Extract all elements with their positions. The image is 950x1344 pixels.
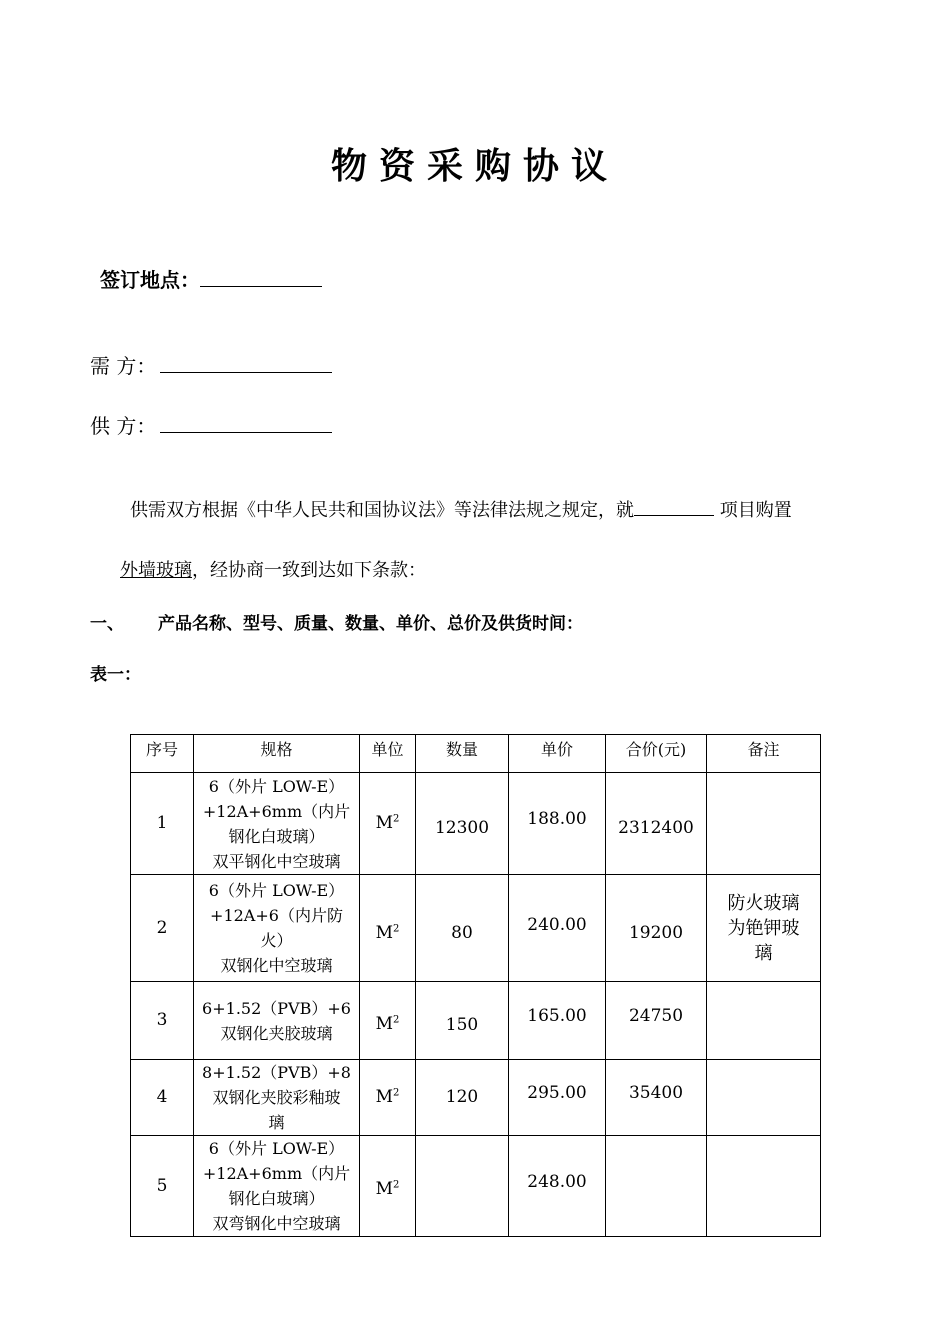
unit-text: M (375, 1087, 394, 1107)
cell-total (606, 1136, 707, 1237)
cell-note (707, 982, 821, 1060)
cell-unit (360, 773, 416, 875)
cell-price: 188.00 (509, 773, 606, 875)
cell-total: 19200 (606, 875, 707, 982)
table-header-row (131, 735, 821, 773)
cell-note (707, 773, 821, 875)
spec-line: 钢化白玻璃） (228, 1189, 325, 1208)
cell-unit (360, 875, 416, 982)
unit-text: M (375, 1014, 394, 1034)
table-row (131, 1060, 821, 1136)
table-label: 表一： (90, 665, 141, 685)
buyer-field (90, 350, 332, 379)
spec-line: 璃 (268, 1113, 285, 1132)
supplier-field (90, 410, 332, 439)
spec-line: 双钢化中空玻璃 (220, 956, 333, 975)
unit-text: M (375, 1178, 394, 1199)
cell-unit (360, 982, 416, 1060)
document-title: 物资采购协议 (330, 146, 619, 187)
cell-total: 35400 (606, 1060, 707, 1136)
header-qty: 数量 (416, 735, 509, 773)
sign-place-field (100, 264, 322, 293)
cell-qty: 150 (416, 982, 509, 1060)
unit-sup: 2 (393, 1178, 400, 1190)
cell-spec (194, 773, 360, 875)
spec-line: 6+1.52（PVB）+6 (202, 998, 351, 1018)
supplier-label: 供 方： (90, 414, 157, 438)
sign-place-label: 签订地点： (100, 268, 200, 292)
spec-line: 双弯钢化中空玻璃 (212, 1214, 341, 1233)
spec-line: 火） (260, 931, 293, 950)
cell-spec (194, 875, 360, 982)
spec-line: 6（外片 LOW-E） (208, 776, 345, 796)
cell-qty: 12300 (416, 773, 509, 875)
spec-line: +12A+6（内片防 (210, 906, 343, 925)
cell-note (707, 1136, 821, 1237)
header-no: 序号 (131, 735, 194, 773)
cell-price: 165.00 (509, 982, 606, 1060)
cell-unit (360, 1060, 416, 1136)
cell-no: 3 (131, 982, 194, 1060)
section-1-heading (90, 609, 583, 634)
cell-price: 248.00 (509, 1136, 606, 1237)
sign-place-blank[interactable] (200, 266, 322, 287)
header-total: 合价(元) (606, 735, 707, 773)
cell-spec (194, 1136, 360, 1237)
unit-text: M (375, 813, 394, 833)
table-row (131, 773, 821, 875)
unit-text: M (375, 922, 394, 943)
intro-text-after: 项目购置 (714, 500, 792, 521)
project-blank[interactable] (634, 495, 714, 516)
spec-line: 双平钢化中空玻璃 (212, 851, 341, 871)
cell-no: 1 (131, 773, 194, 875)
spec-line: 钢化白玻璃） (228, 826, 325, 846)
cell-spec (194, 982, 360, 1060)
unit-sup: 2 (393, 813, 400, 825)
cell-total: 24750 (606, 982, 707, 1060)
product-table (130, 734, 821, 1237)
cell-no: 5 (131, 1136, 194, 1237)
table-row (131, 875, 821, 982)
unit-sup: 2 (393, 922, 400, 934)
spec-line: 6（外片 LOW-E） (208, 881, 345, 900)
cell-no: 2 (131, 875, 194, 982)
spec-line: 6（外片 LOW-E） (208, 1139, 345, 1158)
spec-line: 双钢化夹胶彩釉玻 (212, 1088, 341, 1107)
cell-qty: 80 (416, 875, 509, 982)
product-name-underlined: 外墙玻璃 (120, 560, 192, 581)
spec-line: 双钢化夹胶玻璃 (220, 1023, 333, 1043)
header-spec: 规格 (194, 735, 360, 773)
buyer-label: 需 方： (90, 354, 157, 378)
header-note: 备注 (707, 735, 821, 773)
cell-price: 295.00 (509, 1060, 606, 1136)
unit-sup: 2 (393, 1087, 400, 1099)
cell-qty: 120 (416, 1060, 509, 1136)
cell-total: 2312400 (606, 773, 707, 875)
cell-note: 防火玻璃为铯钾玻璃 (707, 875, 821, 982)
spec-line: +12A+6mm（内片 (202, 801, 351, 821)
table-row (131, 1136, 821, 1237)
unit-sup: 2 (393, 1014, 400, 1026)
intro-line-1 (130, 495, 792, 522)
cell-no: 4 (131, 1060, 194, 1136)
intro-line-2-rest: ，经协商一致到达如下条款： (192, 560, 426, 581)
spec-line: 8+1.52（PVB）+8 (202, 1063, 351, 1082)
header-unit: 单位 (360, 735, 416, 773)
supplier-blank[interactable] (160, 412, 332, 433)
spec-line: +12A+6mm（内片 (202, 1164, 351, 1183)
section-1-title: 产品名称、型号、质量、数量、单价、总价及供货时间： (158, 614, 583, 634)
header-price: 单价 (509, 735, 606, 773)
buyer-blank[interactable] (160, 352, 332, 373)
cell-spec (194, 1060, 360, 1136)
section-1-number: 一、 (90, 614, 124, 634)
cell-price: 240.00 (509, 875, 606, 982)
cell-qty (416, 1136, 509, 1237)
intro-text-before: 供需双方根据《中华人民共和国协议法》等法律法规之规定，就 (130, 500, 634, 521)
table-row (131, 982, 821, 1060)
intro-line-2 (120, 556, 426, 582)
cell-unit (360, 1136, 416, 1237)
cell-note (707, 1060, 821, 1136)
